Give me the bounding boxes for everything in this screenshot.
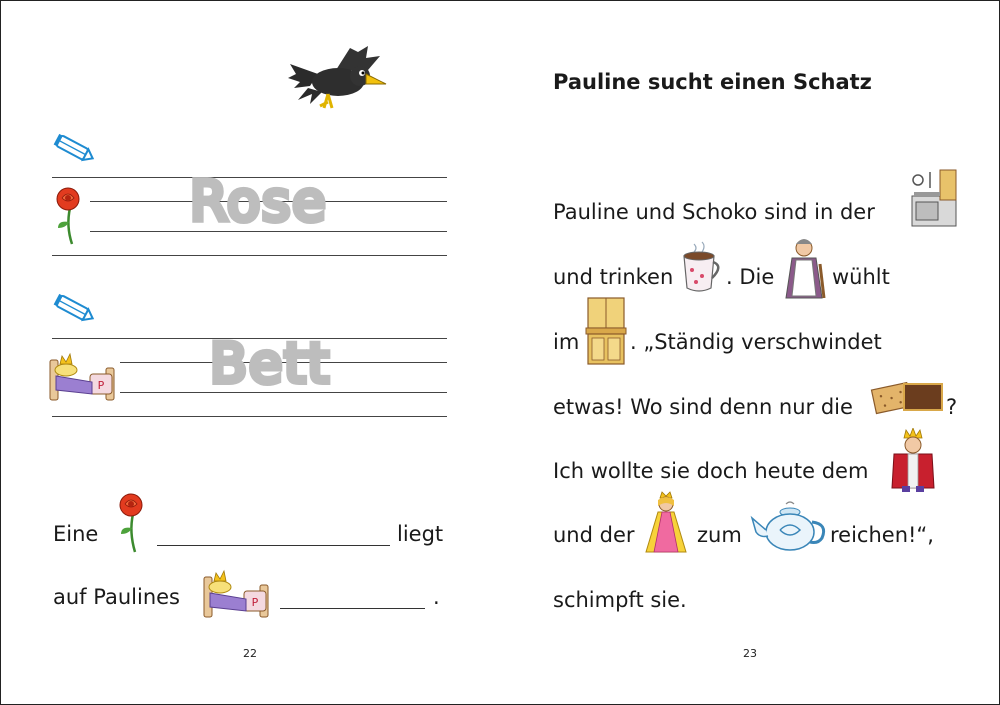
trace-word-bett: Bett bbox=[210, 332, 331, 395]
sentence-end-period: . bbox=[433, 585, 440, 609]
rose-icon bbox=[52, 186, 86, 246]
cookies-icon bbox=[870, 378, 946, 418]
rose-icon bbox=[115, 492, 149, 554]
story-line-6-b: zum bbox=[697, 523, 742, 547]
story-line-3-a: im bbox=[553, 330, 580, 354]
story-line-5: Ich wollte sie doch heute dem bbox=[553, 459, 869, 483]
king-icon bbox=[888, 428, 938, 494]
writing-line bbox=[52, 255, 447, 256]
page-number-left: 22 bbox=[243, 647, 257, 660]
writing-line bbox=[52, 416, 447, 417]
cook-woman-icon bbox=[778, 236, 828, 304]
sentence-start-auf-paulines: auf Paulines bbox=[53, 585, 180, 609]
pencil-icon bbox=[53, 132, 97, 166]
answer-blank-1[interactable] bbox=[157, 545, 390, 546]
answer-blank-2[interactable] bbox=[280, 608, 425, 609]
bed-icon bbox=[200, 565, 274, 621]
svg-text:P: P bbox=[97, 379, 105, 392]
sentence-end-liegt: liegt bbox=[397, 522, 444, 546]
story-line-2-c: wühlt bbox=[832, 265, 890, 289]
queen-icon bbox=[642, 490, 690, 556]
pencil-icon bbox=[53, 292, 97, 326]
story-line-4-a: etwas! Wo sind denn nur die bbox=[553, 395, 853, 419]
story-line-7: schimpft sie. bbox=[553, 588, 687, 612]
page-number-right: 23 bbox=[743, 647, 757, 660]
story-line-2-a: und trinken bbox=[553, 265, 674, 289]
story-title: Pauline sucht einen Schatz bbox=[553, 70, 872, 94]
sentence-start-eine: Eine bbox=[53, 522, 99, 546]
story-line-3-b: . „Ständig verschwindet bbox=[630, 330, 882, 354]
story-line-6-a: und der bbox=[553, 523, 635, 547]
story-line-2-b: . Die bbox=[726, 265, 775, 289]
svg-text:P: P bbox=[251, 596, 259, 609]
kitchen-stove-icon bbox=[908, 166, 960, 230]
trace-word-rose: Rose bbox=[190, 170, 328, 233]
cupboard-icon bbox=[584, 296, 628, 366]
story-line-6-c: reichen!“, bbox=[830, 523, 934, 547]
story-line-1: Pauline und Schoko sind in der bbox=[553, 200, 875, 224]
teapot-icon bbox=[750, 500, 830, 554]
bed-icon bbox=[46, 346, 120, 406]
story-line-4-b: ? bbox=[946, 395, 958, 419]
cup-icon bbox=[680, 240, 724, 294]
right-page bbox=[500, 0, 1000, 705]
raven-icon bbox=[288, 44, 390, 114]
